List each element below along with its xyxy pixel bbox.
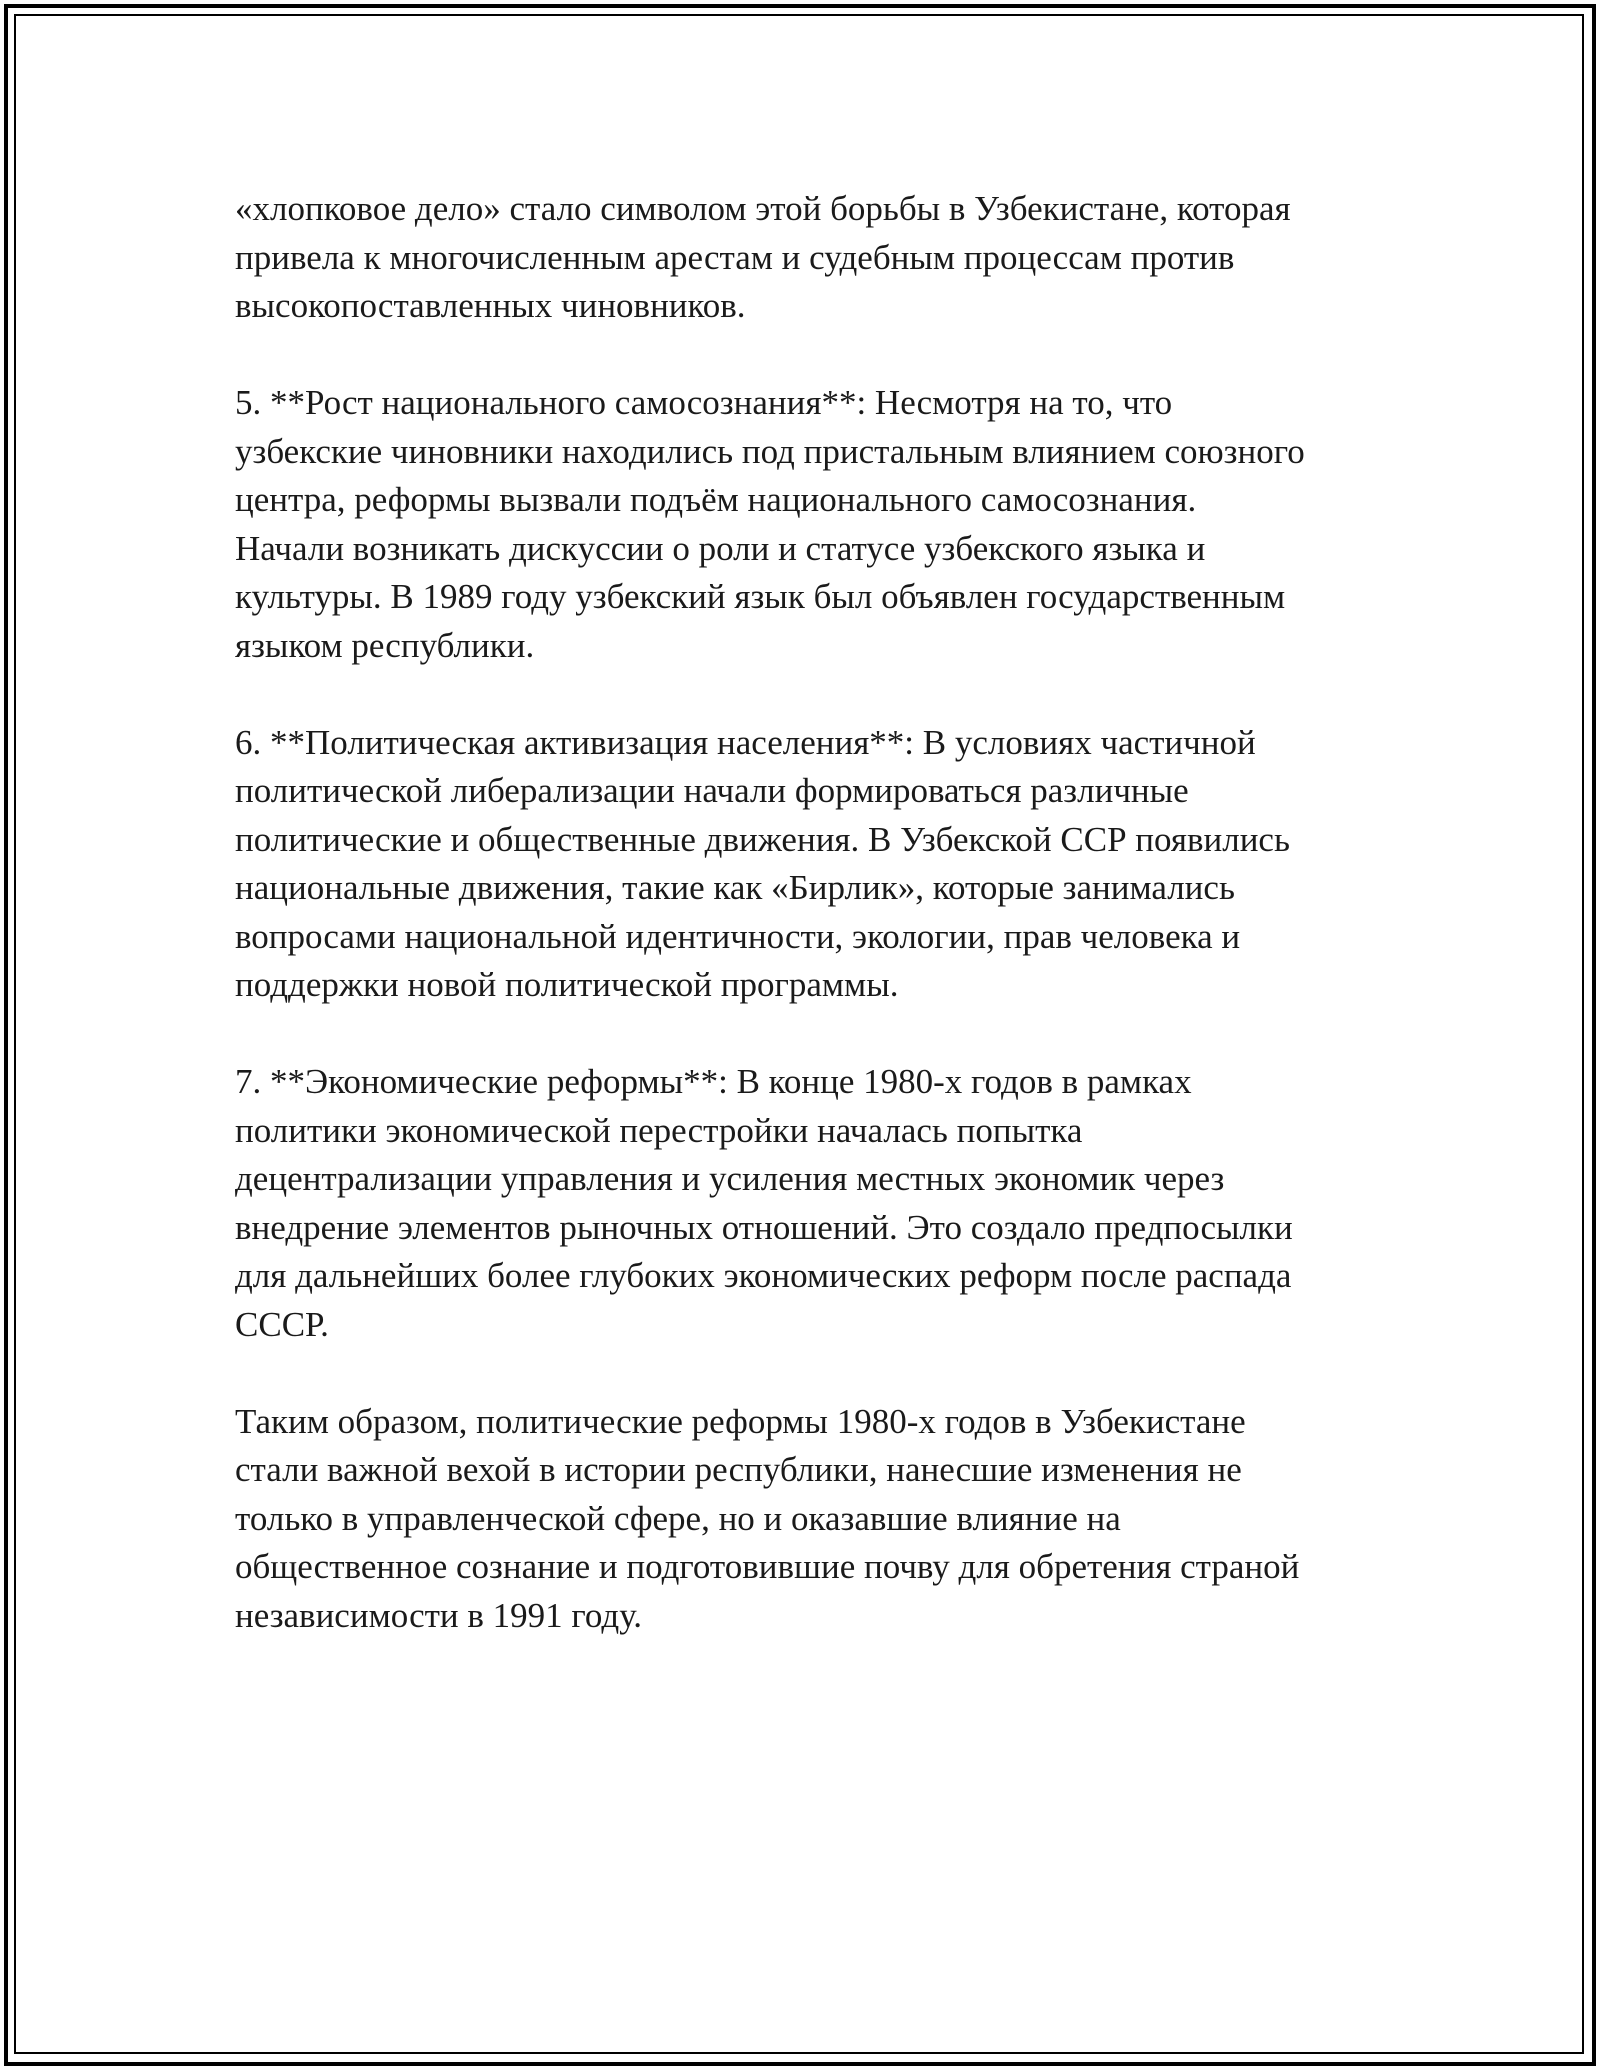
- text-line: политики экономической перестройки началась попытка: [235, 1110, 1083, 1150]
- paragraph-item-7: [235, 1058, 1385, 1349]
- paragraph-item-5: [235, 379, 1385, 670]
- text-line: Начали возникать дискуссии о роли и статусе узбекского языка и: [235, 528, 1206, 568]
- text-line: децентрализации управления и усиления местных экономик через: [235, 1159, 1225, 1198]
- text-line: внедрение элементов рыночных отношений. Это создало предпосылки: [235, 1207, 1293, 1247]
- document-body: [235, 185, 1385, 1640]
- text-line: общественное сознание и подготовившие почву для обретения страной: [235, 1547, 1300, 1586]
- text-line: вопросами национальной идентичности, экологии, прав человека и: [235, 916, 1241, 956]
- text-line: центра, реформы вызвали подъём национального самосознания.: [235, 480, 1197, 519]
- text-line: политической либерализации начали формироваться различные: [235, 771, 1189, 810]
- text-line: узбекские чиновники находились под пристальным влиянием союзного: [235, 431, 1305, 471]
- text-line: Таким образом, политические реформы 1980-х годов в Узбекистане: [235, 1401, 1246, 1441]
- text-line: СССР.: [235, 1304, 329, 1344]
- text-line: высокопоставленных чиновников.: [235, 286, 746, 325]
- text-line: «хлопковое дело» стало символом этой борьбы в Узбекистане, которая: [235, 189, 1291, 228]
- paragraph-conclusion: [235, 1398, 1385, 1641]
- text-line: национальные движения, такие как «Бирлик», которые занимались: [235, 868, 1235, 907]
- paragraph-item-6: [235, 719, 1385, 1010]
- text-line: языком республики.: [235, 625, 535, 665]
- text-line: политические и общественные движения. В Узбекской ССР появились: [235, 819, 1290, 859]
- text-line: культуры. В 1989 году узбекский язык был объявлен государственным: [235, 577, 1286, 616]
- text-line: 6. **Политическая активизация населения**: В условиях частичной: [235, 722, 1256, 762]
- text-line: для дальнейших более глубоких экономических реформ после распада: [235, 1256, 1292, 1295]
- text-line: 7. **Экономические реформы**: В конце 1980-х годов в рамках: [235, 1062, 1192, 1101]
- text-line: поддержки новой политической программы.: [235, 965, 899, 1004]
- text-line: привела к многочисленным арестам и судебным процессам против: [235, 237, 1235, 277]
- text-line: 5. **Рост национального самосознания**: Несмотря на то, что: [235, 383, 1173, 422]
- text-line: стали важной вехой в истории республики, нанесшие изменения не: [235, 1450, 1242, 1489]
- paragraph-continuation: [235, 185, 1385, 331]
- text-line: только в управленческой сфере, но и оказавшие влияние на: [235, 1498, 1121, 1538]
- text-line: независимости в 1991 году.: [235, 1595, 642, 1635]
